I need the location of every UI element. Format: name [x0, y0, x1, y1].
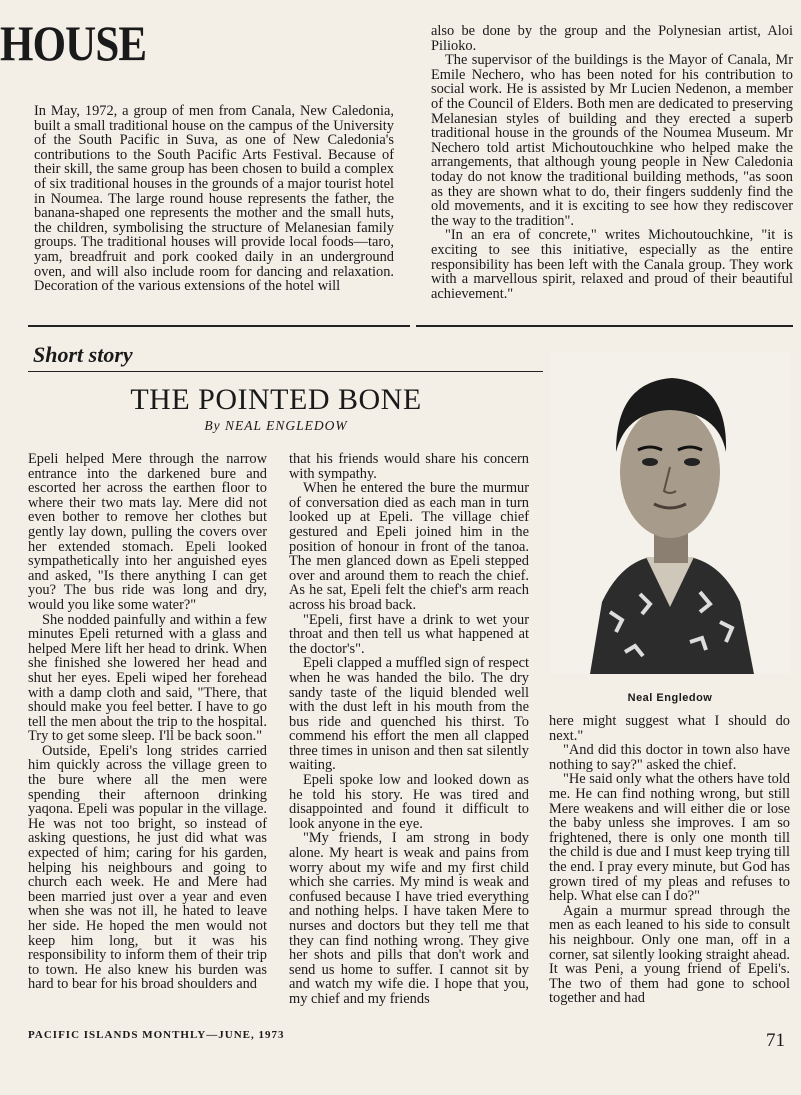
paragraph: also be done by the group and the Polynesian artist, Aloi Pilioko. [431, 23, 793, 54]
paragraph: that his friends would share his concern with sympathy. [289, 451, 529, 482]
paragraph: "My friends, I am strong in body alone. My heart is weak and pains from worry about my wife and my first child which she carries. My mind is weak and confused because I have tried everything and nothing helps. I have taken Mere to nurses and doctors but they tell me that they can find nothing wrong. They give her shots and pills that don't work and send us home to suffer. I cannot sit by and watch my wife die. I hope that you, my chief and my friends [289, 830, 529, 1007]
footer-publication: PACIFIC ISLANDS MONTHLY—JUNE, 1973 [28, 1029, 285, 1041]
paragraph: here might suggest what I should do next." [549, 713, 790, 744]
paragraph: "He said only what the others have told me. He can find nothing wrong, but still Mere weakens and will either die or lose the baby unless she improves. I am so frightened, there is only one month till the child is due and I must keep trying till the end. I pray every minute, but God has grown tired of my pleas and refuses to help. What else can I do?" [549, 771, 790, 905]
paragraph: She nodded painfully and within a few minutes Epeli returned with a glass and helped Mere lift her head to drink. When she finished she lowered her head and shut her eyes. Epeli wiped her forehead with a damp cloth and said, "There, that should make you feel better. I have to go tell the men about the trip to the hospital. Try to get some sleep. I'll be back soon." [28, 611, 267, 745]
author-photo [550, 352, 790, 674]
story-column-2 [289, 452, 529, 1007]
byline: By NEAL ENGLEDOW [204, 418, 348, 433]
paragraph: Again a murmur spread through the men as each leaned to his side to consult his neighbour. Only one man, off in a corner, sat silently looking straight ahead. It was Peni, a young friend of Epeli's. The two of them had gone to school together and had [549, 902, 790, 1007]
photo-caption: Neal Engledow [627, 692, 713, 704]
paragraph: "And did this doctor in town also have nothing to say?" asked the chief. [549, 742, 790, 773]
paragraph: Epeli helped Mere through the narrow entrance into the darkened bure and escorted her across the earthen floor to where their two mats lay. Mere did not even bother to remove her clothes but gently lay down, pulling the covers over her extended stomach. Epeli looked sympathetically into her anguished eyes and asked, "Is there anything I can get you? The bus ride was long and dry, would you like some water?" [28, 451, 267, 613]
section-divider [28, 371, 543, 372]
story-column-1 [28, 452, 267, 992]
paragraph: "In an era of concrete," writes Michoutouchkine, "it is exciting to see this initiative, especially as the entire responsibility has been left with the Canala group. They work with a marvellous spirit, relaxed and proud of their beautiful achievement." [431, 227, 793, 302]
paragraph: When he entered the bure the murmur of conversation died as each man in turn looked up at Epeli. The village chief gestured and Epeli joined him in the position of honour in front of the tanoa. The men glanced down as Epeli stepped over and around them to reach the chief. As he sat, Epeli felt the chief's arm reach across his broad back. [289, 480, 529, 613]
story-title: THE POINTED BONE [130, 383, 422, 416]
paragraph: Epeli spoke low and looked down as he told his story. He was tired and disappointed and found it difficult to look anyone in the eye. [289, 772, 529, 832]
top-article-column-1 [34, 104, 394, 294]
paragraph: In May, 1972, a group of men from Canala, New Caledonia, built a small traditional house on the campus of the University of the South Pacific in Suva, as one of New Caledonia's contributions to the South Pacific Arts Festival. Because of their skill, the same group has been chosen to build a complex of six traditional houses in the grounds of a major tourist hotel in Noumea. The large round house represents the father, the banana-shaped one represents the mother and the small huts, the children, symbolising the structure of Melanesian family groups. The traditional houses will provide local foods—taro, yam, breadfruit and pork cooked daily in an underground oven, and will also include room for dancing and relaxation. Decoration of the various extensions of the hotel will [34, 103, 394, 295]
paragraph: "Epeli, first have a drink to wet your throat and then tell us what happened at the doctor's". [289, 611, 529, 657]
section-label: Short story [33, 342, 133, 367]
paragraph: The supervisor of the buildings is the Mayor of Canala, Mr Emile Nechero, who has been noted for his contribution to social work. He is assisted by Mr Lucien Nedenon, a member of the Council of Elders. Both men are dedicated to preserving Melanesian styles of building and they erected a superb traditional house in the grounds of the Noumea Museum. Mr Nechero told artist Michoutouchkine who helped make the arrangements, that although young people in New Caledonia today do not know the traditional building methods, "as soon as they are shown what to do, their fingers suddenly find the old movements, and it is exciting to see how they rediscover the way to the tradition". [431, 52, 793, 229]
section-divider [416, 325, 793, 327]
top-article-column-2 [431, 24, 793, 301]
paragraph: Epeli clapped a muffled sign of respect when he was handed the bilo. The dry sandy taste of the liquid blended well with the dust left in his mouth from the bus ride and quenched his thirst. To commend his effort the men all clapped three times in unison and then sat silently waiting. [289, 655, 529, 774]
page-number: 71 [766, 1030, 785, 1051]
story-column-3 [549, 714, 790, 1006]
paragraph: Outside, Epeli's long strides carried him quickly across the village green to the bure where all the men were spending their afternoon drinking yaqona. Epeli was popular in the village. He was not too bright, so instead of asking questions, he just did what was expected of him; caring for his garden, helping his neighbours and going to church each week. He and Mere had been married just over a year and even when she was not ill, he hated to leave her side. He hoped the men would not keep him long, but it was his responsibility to inform them of their trip to town. He also knew his burden was hard to bear for his broad shoulders and [28, 742, 267, 993]
author-portrait-image [550, 352, 790, 674]
headline: HOUSE [0, 15, 147, 71]
section-divider [28, 325, 410, 327]
